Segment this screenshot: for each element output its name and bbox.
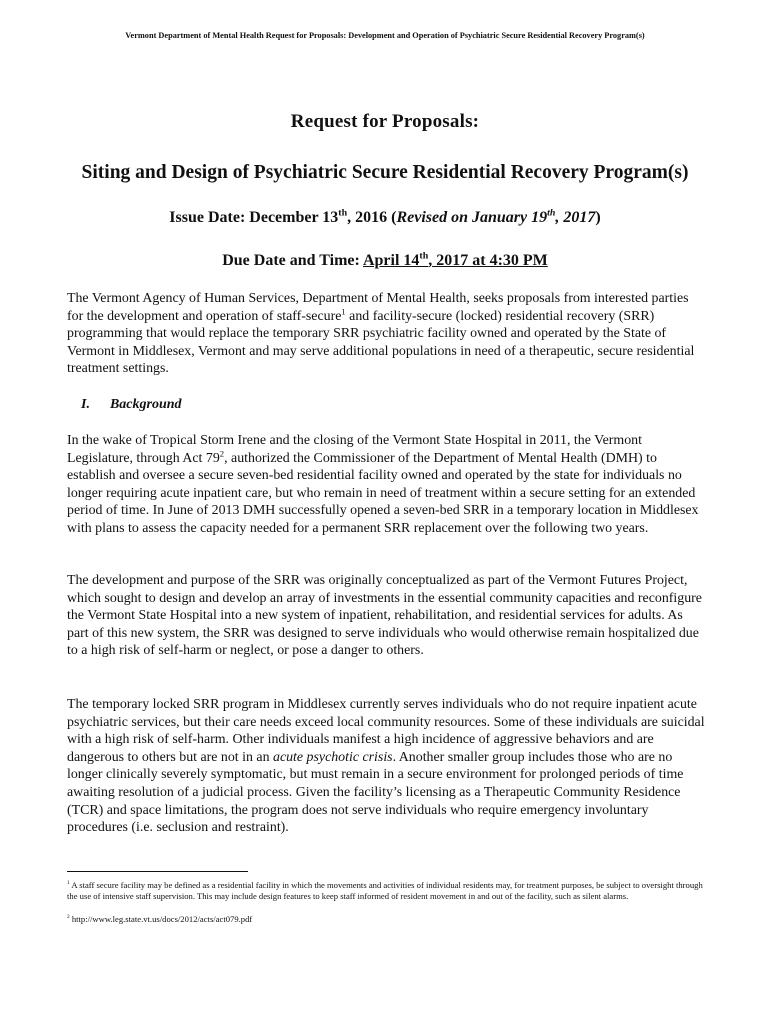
intro-paragraph: The Vermont Agency of Human Services, Department of Mental Health, seeks proposals from interested parties for the development and operation of staff-secure$^1$ and facility-secure (locked) residential recovery (SRR) programming that would replace the temporary SRR psychiatric facility owned and operated by the State of Vermont in Middlesex, Vermont and may serve additional populations in need of a therapeutic, secure residential treatment settings.	[67, 291, 695, 377]
background-paragraph-1: In the wake of Tropical Storm Irene and the closing of the Vermont State Hospital in 2011, the Vermont Legislature, through Act $79^2$, authorized the Commissioner of the Department of Mental Health (DMH) to establish and oversee a secure seven-bed residential facility owned and operated by the state for individuals no longer requiring acute inpatient care, but who remain in need of treatment within a secure setting for an extended period of time. In June of 2013 DMH successfully opened a seven-bed SRR in a temporary location in Middlesex with plans to assess the capacity needed for a permanent SRR replacement over the following two years.	[67, 433, 699, 536]
due-date-label: Due Date and Time:	[222, 252, 363, 269]
footnote-ref-1: 1	[341, 305, 346, 316]
footnote-ref-2: 2	[219, 447, 225, 458]
due-date	[0, 252, 770, 270]
footnote-separator	[67, 871, 248, 872]
issue-date-sup: th	[338, 207, 348, 219]
background-paragraph-2: The development and purpose of the SRR was originally conceptualized as part of the Vermont Futures Project, which sought to design and develop an array of investments in the essential community capacities and reconfigure the Vermont State Hospital into a new system of inpatient, rehabilitation, and residential services for adults. As part of this new system, the SRR was designed to serve individuals who would otherwise remain hospitalized due to a high risk of self-harm or neglect, or pose a danger to others.	[67, 573, 702, 659]
issue-date: Issue Date: December 13th, 2016 (Revised on January 19th, 2017)	[169, 207, 601, 226]
footnote-text: A staff secure facility may be defined as a residential facility in which the movements and activities of individual residents may, for treatment purposes, be subject to oversight through the use of intensive staff supervision. This may include design features to keep staff informed of resident movement in and out of the facility, such as silent alarms.	[67, 880, 703, 902]
footnote-2	[67, 914, 703, 925]
background-paragraph-3: The temporary locked SRR program in Middlesex currently serves individuals who do not require inpatient acute psychiatric services, but their care needs exceed local community resources. Some of these individuals are suicidal with a high risk of self-harm. Other individuals manifest a high incidence of aggressive behaviors and are dangerous to others but are not in an acute psychotic crisis. Another smaller group includes those who are no longer clinically severely symptomatic, but must remain in a secure environment for prolonged periods of time awaiting resolution of a judicial process. Given the facility’s licensing as a Therapeutic Community Residence (TCR) and space limitations, the program does not serve individuals who require emergency involuntary procedures (i.e. seclusion and restraint).	[67, 697, 705, 836]
footnote-mark: 1	[67, 880, 70, 887]
rfp-title: Request for Proposals:	[290, 111, 480, 132]
issue-date-label: Issue Date: December 13	[169, 209, 339, 226]
due-date-value: April 14th, 2017 at 4:30 PM	[362, 250, 548, 269]
section-title: Background	[109, 397, 182, 412]
footnote-1	[67, 880, 703, 903]
section-number: I.	[81, 397, 90, 412]
revised-date: Revised on January 19th, 2017	[396, 207, 596, 226]
footnote-link[interactable]: http://www.leg.state.vt.us/docs/2012/acts/act079.pdf	[69, 914, 253, 924]
section-heading	[81, 397, 182, 413]
document-subject: Siting and Design of Psychiatric Secure Residential Recovery Program(s)	[81, 162, 689, 183]
issue-date-rest: , 2016 (	[347, 209, 397, 226]
running-header: Vermont Department of Mental Health Request for Proposals: Development and Operation of Psychiatric Secure Residential Recovery Program(s)	[125, 31, 645, 40]
footnote-mark: 2	[67, 914, 70, 921]
